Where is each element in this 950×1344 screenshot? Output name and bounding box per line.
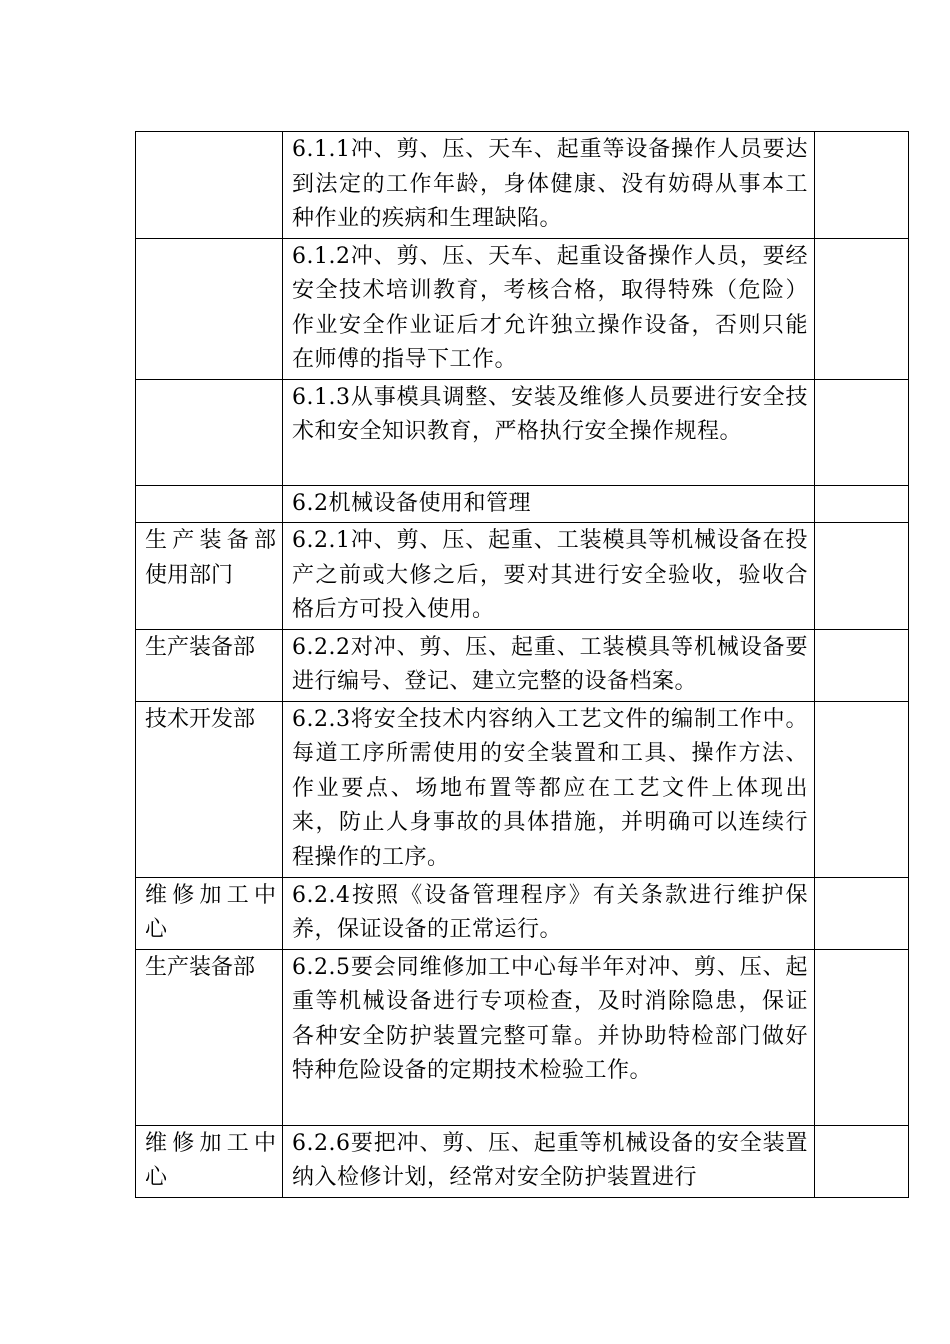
content-cell: 6.1.3从事模具调整、安装及维修人员要进行安全技术和安全知识教育，严格执行安全操作规程。 <box>283 379 815 485</box>
table-row <box>136 701 909 877</box>
remark-cell <box>815 701 909 877</box>
content-cell: 6.2.2对冲、剪、压、起重、工装模具等机械设备要进行编号、登记、建立完整的设备档案。 <box>283 629 815 701</box>
table-row <box>136 629 909 701</box>
content-cell: 6.2.3将安全技术内容纳入工艺文件的编制工作中。每道工序所需使用的安全装置和工具、操作方法、作业要点、场地布置等都应在工艺文件上体现出来，防止人身事故的具体措施，并明确可以连续行程操作的工序。 <box>283 701 815 877</box>
department-cell: 生产装备部使用部门 <box>136 523 283 630</box>
content-cell: 6.2.6要把冲、剪、压、起重等机械设备的安全装置纳入检修计划，经常对安全防护装置进行 <box>283 1125 815 1197</box>
department-cell: 生产装备部 <box>136 629 283 701</box>
department-cell: 维修加工中心 <box>136 877 283 949</box>
department-cell <box>136 132 283 239</box>
department-cell <box>136 485 283 523</box>
content-cell: 6.2.4按照《设备管理程序》有关条款进行维护保养，保证设备的正常运行。 <box>283 877 815 949</box>
table-row <box>136 1125 909 1197</box>
table-row <box>136 238 909 379</box>
remark-cell <box>815 1125 909 1197</box>
table-row <box>136 523 909 630</box>
remark-cell <box>815 629 909 701</box>
remark-cell <box>815 877 909 949</box>
department-cell: 生产装备部 <box>136 949 283 1125</box>
table-row <box>136 949 909 1125</box>
content-cell: 6.2.5要会同维修加工中心每半年对冲、剪、压、起重等机械设备进行专项检查，及时消除隐患，保证各种安全防护装置完整可靠。并协助特检部门做好特种危险设备的定期技术检验工作。 <box>283 949 815 1125</box>
table-row <box>136 485 909 523</box>
section-heading-cell: 6.2机械设备使用和管理 <box>283 485 815 523</box>
department-cell <box>136 238 283 379</box>
table-row <box>136 379 909 485</box>
department-cell: 维修加工中心 <box>136 1125 283 1197</box>
table-row <box>136 877 909 949</box>
remark-cell <box>815 379 909 485</box>
content-cell: 6.1.1冲、剪、压、天车、起重等设备操作人员要达到法定的工作年龄，身体健康、没有妨碍从事本工种作业的疾病和生理缺陷。 <box>283 132 815 239</box>
table-row <box>136 132 909 239</box>
remark-cell <box>815 132 909 239</box>
content-cell: 6.2.1冲、剪、压、起重、工装模具等机械设备在投产之前或大修之后，要对其进行安全验收，验收合格后方可投入使用。 <box>283 523 815 630</box>
procedure-table <box>135 131 909 1198</box>
content-cell: 6.1.2冲、剪、压、天车、起重设备操作人员，要经安全技术培训教育，考核合格，取得特殊（危险）作业安全作业证后才允许独立操作设备，否则只能在师傅的指导下工作。 <box>283 238 815 379</box>
remark-cell <box>815 949 909 1125</box>
remark-cell <box>815 523 909 630</box>
department-cell: 技术开发部 <box>136 701 283 877</box>
remark-cell <box>815 485 909 523</box>
department-cell <box>136 379 283 485</box>
remark-cell <box>815 238 909 379</box>
